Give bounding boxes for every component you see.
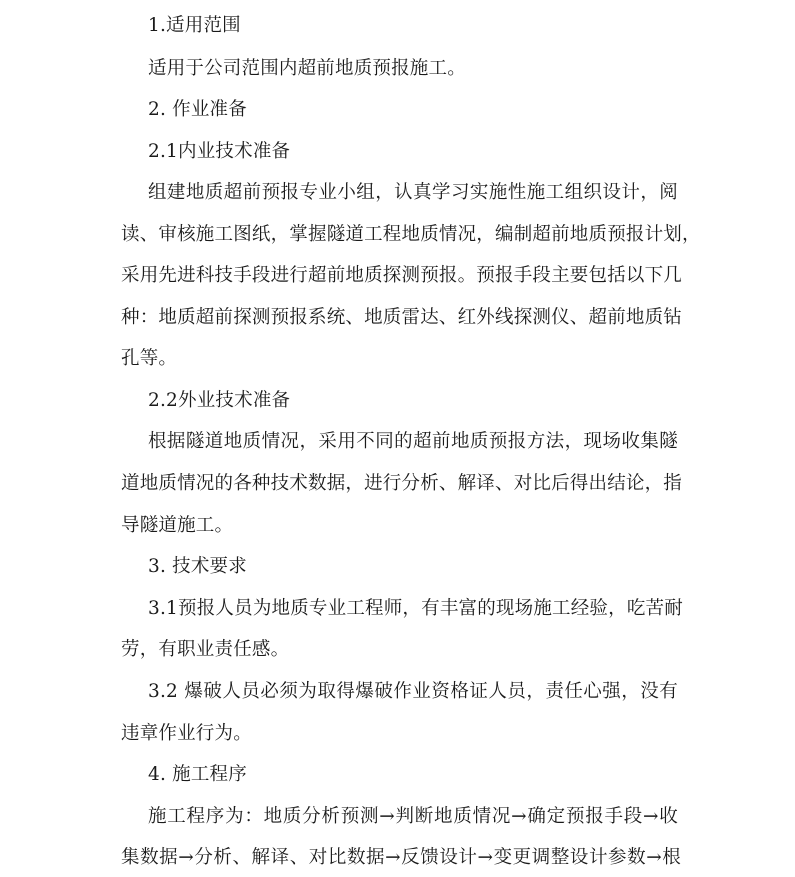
heading-tech-requirements: 3. 技术要求 — [148, 556, 247, 577]
paragraph-line: 根据隧道地质情况，采用不同的超前地质预报方法，现场收集隧 — [148, 431, 678, 452]
paragraph-line: 道地质情况的各种技术数据，进行分析、解译、对比后得出结论，指 — [121, 473, 683, 494]
paragraph-line: 违章作业行为。 — [121, 723, 252, 744]
paragraph-line: 采用先进科技手段进行超前地质探测预报。预报手段主要包括以下几 — [121, 265, 683, 286]
paragraph-line: 组建地质超前预报专业小组，认真学习实施性施工组织设计，阅 — [148, 182, 678, 203]
heading-procedure: 4. 施工程序 — [148, 764, 247, 785]
paragraph-line: 读、审核施工图纸，掌握隧道工程地质情况，编制超前地质预报计划， — [121, 224, 701, 245]
paragraph-line: 种：地质超前探测预报系统、地质雷达、红外线探测仪、超前地质钻 — [121, 307, 683, 328]
paragraph-line: 3.1预报人员为地质专业工程师，有丰富的现场施工经验，吃苦耐 — [148, 598, 683, 619]
heading-preparation: 2. 作业准备 — [148, 99, 247, 120]
paragraph-line: 3.2 爆破人员必须为取得爆破作业资格证人员，责任心强，没有 — [148, 681, 678, 702]
paragraph-line: 集数据→分析、解译、对比数据→反馈设计→变更调整设计参数→根 — [121, 847, 681, 868]
heading-scope: 1.适用范围 — [148, 15, 241, 36]
paragraph-line: 导隧道施工。 — [121, 515, 234, 536]
heading-internal-prep: 2.1内业技术准备 — [148, 141, 291, 162]
paragraph-line: 施工程序为：地质分析预测→判断地质情况→确定预报手段→收 — [148, 806, 678, 827]
paragraph-scope: 适用于公司范围内超前地质预报施工。 — [148, 58, 466, 79]
heading-external-prep: 2.2外业技术准备 — [148, 390, 291, 411]
paragraph-line: 劳，有职业责任感。 — [121, 639, 290, 660]
paragraph-line: 孔等。 — [121, 348, 178, 369]
